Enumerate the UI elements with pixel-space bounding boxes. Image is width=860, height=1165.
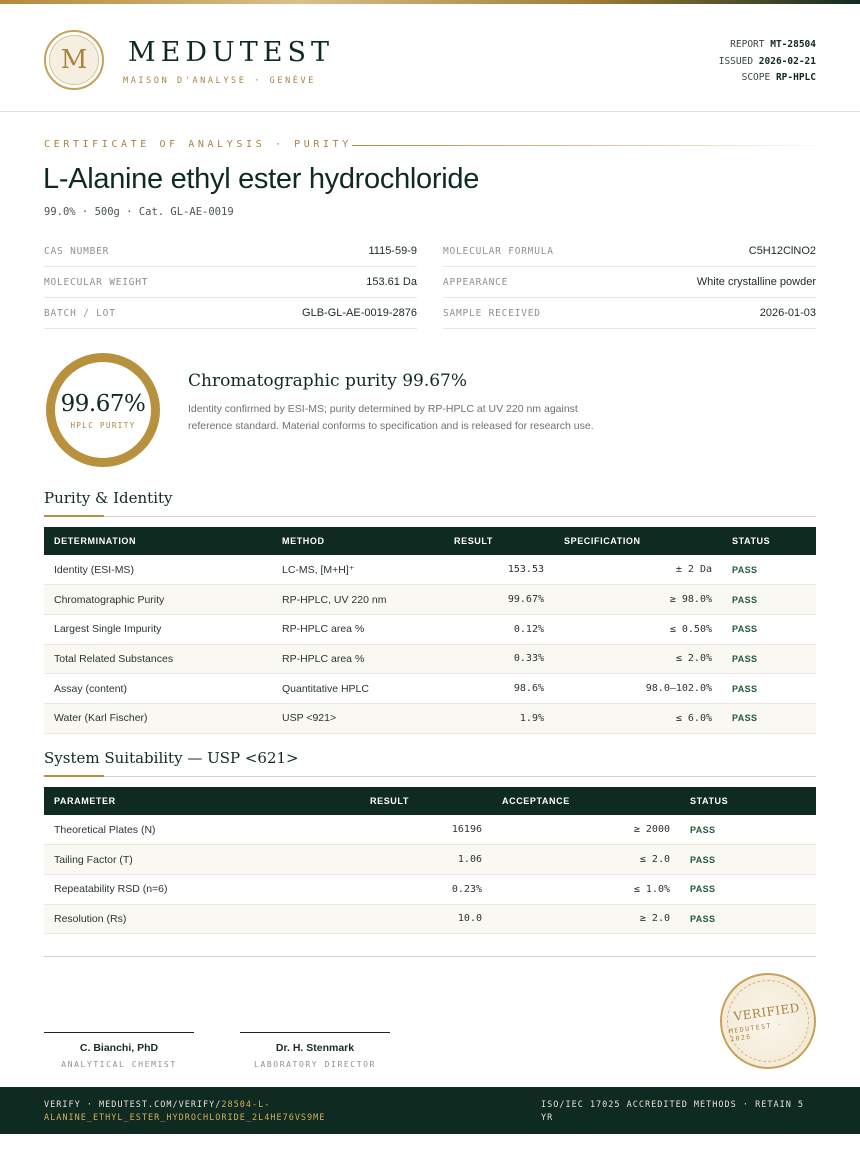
table-row xyxy=(44,703,816,733)
specification-cell: ≤ 2.0% xyxy=(554,644,722,674)
method-cell: USP <921> xyxy=(272,703,444,733)
suitability-section-title: System Suitability — USP <621> xyxy=(44,749,299,767)
seal-word: VERIFIED xyxy=(732,1000,801,1024)
property-row xyxy=(44,298,417,329)
property-key: SAMPLE RECEIVED xyxy=(443,307,541,319)
acceptance-cell: ≤ 2.0 xyxy=(492,845,680,875)
eyebrow-divider xyxy=(352,145,816,146)
suitability-section-rule xyxy=(44,776,816,777)
specification-cell: ≤ 0.50% xyxy=(554,614,722,644)
column-header: STATUS xyxy=(690,796,729,806)
purity-label: HPLC PURITY xyxy=(70,420,136,430)
property-row xyxy=(443,298,816,329)
table-row xyxy=(44,644,816,674)
property-row xyxy=(44,236,417,267)
parameter-cell: Tailing Factor (T) xyxy=(44,845,360,875)
purity-heading: Chromatographic purity 99.67% xyxy=(188,371,468,391)
determination-cell: Water (Karl Fischer) xyxy=(44,703,272,733)
method-cell: LC-MS, [M+H]⁺ xyxy=(272,555,444,585)
result-cell: 99.67% xyxy=(444,585,554,615)
report-number: MT-28504 xyxy=(770,39,816,50)
verify-line xyxy=(44,1099,374,1125)
report-header xyxy=(0,4,860,112)
determination-cell: Chromatographic Purity xyxy=(44,585,272,615)
column-header: METHOD xyxy=(282,536,325,546)
parameter-cell: Theoretical Plates (N) xyxy=(44,815,360,845)
purity-ring xyxy=(46,353,160,467)
table-row xyxy=(44,585,816,615)
acceptance-cell: ≥ 2.0 xyxy=(492,904,680,934)
brand-name: MEDUTEST xyxy=(128,37,334,68)
table-row xyxy=(44,845,816,875)
status-badge: PASS xyxy=(680,845,816,875)
specification-cell: 98.0–102.0% xyxy=(554,674,722,704)
brand-logo xyxy=(44,30,104,90)
determination-cell: Total Related Substances xyxy=(44,644,272,674)
column-header: PARAMETER xyxy=(54,796,116,806)
column-header: SPECIFICATION xyxy=(564,536,641,546)
parameter-cell: Resolution (Rs) xyxy=(44,904,360,934)
table-header-row xyxy=(44,787,816,815)
status-badge: PASS xyxy=(722,644,816,674)
table-row xyxy=(44,874,816,904)
identity-section-rule xyxy=(44,516,816,517)
result-cell: 0.23% xyxy=(360,874,492,904)
scope-label: SCOPE xyxy=(741,72,771,83)
signatory-name: C. Bianchi, PhD xyxy=(79,1042,159,1054)
table-header-row xyxy=(44,527,816,555)
identity-table xyxy=(44,527,816,734)
property-key: MOLECULAR FORMULA xyxy=(443,245,554,257)
result-cell: 98.6% xyxy=(444,674,554,704)
document-eyebrow: CERTIFICATE OF ANALYSIS · PURITY xyxy=(44,139,352,150)
acceptance-cell: ≤ 1.0% xyxy=(492,874,680,904)
specification-cell: ± 2 Da xyxy=(554,555,722,585)
table-row xyxy=(44,614,816,644)
report-label: REPORT xyxy=(730,39,765,50)
property-value: 2026-01-03 xyxy=(759,307,816,319)
status-badge: PASS xyxy=(722,585,816,615)
status-badge: PASS xyxy=(680,904,816,934)
properties-left xyxy=(44,236,417,329)
report-meta xyxy=(719,37,816,87)
property-value: 153.61 Da xyxy=(366,276,417,288)
property-row xyxy=(443,236,816,267)
property-key: MOLECULAR WEIGHT xyxy=(44,276,149,288)
acceptance-cell: ≥ 2000 xyxy=(492,815,680,845)
column-header: STATUS xyxy=(732,536,771,546)
table-row xyxy=(44,815,816,845)
page-footer xyxy=(0,1087,860,1134)
property-value: White crystalline powder xyxy=(696,276,816,288)
seal-inner-ring xyxy=(722,975,815,1068)
purity-description: Identity confirmed by ESI-MS; purity determined by RP-HPLC at UV 220 nm against reference standard. Material conforms to specification and is released for research use. xyxy=(188,403,594,432)
table-row xyxy=(44,904,816,934)
result-cell: 153.53 xyxy=(444,555,554,585)
table-row xyxy=(44,555,816,585)
method-cell: RP-HPLC area % xyxy=(272,614,444,644)
suitability-table xyxy=(44,787,816,934)
identity-section-title: Purity & Identity xyxy=(44,489,173,507)
result-cell: 1.9% xyxy=(444,703,554,733)
logo-monogram: M xyxy=(49,35,99,85)
result-cell: 0.12% xyxy=(444,614,554,644)
issued-label: ISSUED xyxy=(718,55,754,67)
determination-cell: Largest Single Impurity xyxy=(44,614,272,644)
product-title: L-Alanine ethyl ester hydrochloride xyxy=(43,163,480,195)
status-badge: PASS xyxy=(722,674,816,704)
method-cell: RP-HPLC area % xyxy=(272,644,444,674)
method-cell: Quantitative HPLC xyxy=(272,674,444,704)
properties-right xyxy=(443,236,816,329)
property-row xyxy=(44,267,417,298)
seal-subtext: MEDUTEST · 2026 xyxy=(728,1019,784,1043)
column-header: RESULT xyxy=(370,796,409,806)
result-cell: 1.06 xyxy=(360,845,492,875)
signature-divider xyxy=(44,956,816,957)
status-badge: PASS xyxy=(722,555,816,585)
determination-cell: Assay (content) xyxy=(44,674,272,704)
purity-value: 99.67% xyxy=(60,390,146,417)
signature-block-director xyxy=(240,1032,390,1069)
result-cell: 10.0 xyxy=(360,904,492,934)
status-badge: PASS xyxy=(680,874,816,904)
status-badge: PASS xyxy=(722,614,816,644)
signatory-role: ANALYTICAL CHEMIST xyxy=(61,1060,177,1069)
parameter-cell: Repeatability RSD (n=6) xyxy=(44,874,360,904)
column-header: RESULT xyxy=(454,536,493,546)
scope-value: RP-HPLC xyxy=(775,72,816,83)
result-cell: 16196 xyxy=(360,815,492,845)
verify-link[interactable]: 28504-L-ALANINE_ETHYL_ESTER_HYDROCHLORIDE_2L4HE76VS9ME xyxy=(44,1100,326,1123)
result-cell: 0.33% xyxy=(444,644,554,674)
method-cell: RP-HPLC, UV 220 nm xyxy=(272,585,444,615)
property-value: C5H12ClNO2 xyxy=(748,245,816,257)
accreditation-note: ISO/IEC 17025 ACCREDITED METHODS · RETAIN 5 YR xyxy=(541,1100,805,1123)
specification-cell: ≥ 98.0% xyxy=(554,585,722,615)
property-key: APPEARANCE xyxy=(443,276,509,288)
verify-prefix: VERIFY · MEDUTEST.COM/VERIFY/ xyxy=(44,1100,222,1110)
specification-cell: ≤ 6.0% xyxy=(554,703,722,733)
signature-block-chemist xyxy=(44,1032,194,1069)
property-row xyxy=(443,267,816,298)
status-badge: PASS xyxy=(680,815,816,845)
issued-date: 2026-02-21 xyxy=(758,55,816,67)
column-header: DETERMINATION xyxy=(54,536,137,546)
property-value: GLB-GL-AE-0019-2876 xyxy=(302,307,417,319)
table-row xyxy=(44,674,816,704)
suitability-section-accent xyxy=(44,775,104,777)
identity-section-accent xyxy=(44,515,104,517)
determination-cell: Identity (ESI-MS) xyxy=(44,555,272,585)
column-header: ACCEPTANCE xyxy=(502,796,570,806)
signatory-name: Dr. H. Stenmark xyxy=(275,1042,355,1054)
verified-seal xyxy=(720,973,816,1069)
property-key: CAS NUMBER xyxy=(44,245,110,257)
brand-tagline: MAISON D'ANALYSE · GENÈVE xyxy=(123,76,316,86)
property-key: BATCH / LOT xyxy=(44,307,116,319)
signatory-role: LABORATORY DIRECTOR xyxy=(254,1060,376,1069)
product-subtitle: 99.0% · 500g · Cat. GL-AE-0019 xyxy=(44,206,234,218)
status-badge: PASS xyxy=(722,703,816,733)
property-value: 1115-59-9 xyxy=(368,245,417,257)
